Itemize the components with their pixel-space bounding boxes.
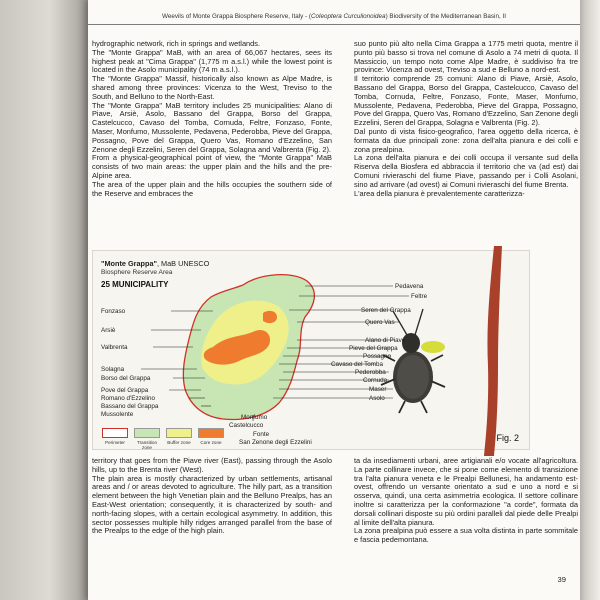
- legend-item-core: [197, 428, 225, 445]
- paragraph: The area of the upper plain and the hills occupies the southern side of the Reserve and embraces the: [92, 179, 332, 198]
- map-label: Maser: [369, 386, 387, 393]
- map-label: San Zenone degli Ezzelini: [239, 439, 312, 446]
- book-page-edge: [578, 0, 600, 600]
- legend-swatch: [198, 428, 224, 438]
- map-label: Cornuda: [363, 377, 388, 384]
- text-column-bottom-right: [354, 457, 578, 597]
- legend-label: Buffer zone: [167, 440, 191, 445]
- paragraph: L'area della pianura è prevalentemente caratterizza-: [354, 188, 525, 198]
- legend-label: Transition zone: [137, 440, 157, 450]
- text-column-top-left: [92, 40, 332, 245]
- text-column-bottom-left: [92, 457, 332, 597]
- paragraph: The "Monte Grappa" Massif, historically also known as Alpe Madre, is shared among three provinces: Vicenza to the West, Treviso to the South, and Belluno to the North-East.: [92, 74, 332, 101]
- paragraph: hydrographic network, rich in springs and wetlands.: [92, 40, 261, 48]
- map-label: Monfumo: [241, 414, 268, 421]
- plant-stem-photo: [480, 246, 504, 456]
- map-label: Cavaso del Tomba: [331, 361, 384, 368]
- map-label: Quero Vas: [365, 319, 395, 326]
- map-label: Mussolente: [101, 411, 134, 418]
- map-label: Romano d'Ezzelino: [101, 395, 156, 402]
- map-label: Feltre: [411, 293, 428, 300]
- paragraph: suo punto più alto nella Cima Grappa a 1775 metri quota, mentre il punto più basso si trova nel comune di Asolo a 74 metri di quota. Il Massiccio, un tempo noto come Alpe Madre, è suddiviso fra tre province: Vicenza ad ovest, Treviso a sud e Belluno a nord-est.: [354, 40, 578, 75]
- paragraph: La zona prealpina può essere a sua volta distinta in parte sommitale e fascia pedemontana.: [354, 526, 578, 545]
- legend-item-perimeter: [101, 428, 129, 445]
- paragraph: The plain area is mostly characterized by urban settlements, artisanal areas and / or areas devoted to agriculture. The hilly part, as a transition element between the high Venetian plain and the Belluno Prealps, has an East-West orientation; consequently, it is characterized by south- and north-facing slopes, with a certain ecological asymmetry. In addition, this sector possesses multiple hilly ridges arranged parallel from the base of the Prealps to the edge of the high plain.: [92, 473, 332, 536]
- legend-swatch: [134, 428, 160, 438]
- core-zone-small: [263, 311, 277, 323]
- paragraph: From a physical-geographical point of view, the "Monte Grappa" MaB consists of two main areas: the upper plain and the hills and the pre-Alpine area.: [92, 153, 332, 180]
- book-page: [88, 0, 580, 600]
- figure-subtitle: Biosphere Reserve Area: [101, 269, 173, 276]
- paragraph: Dal punto di vista fisico-geografico, l'area oggetto della ricerca, è formata da due principali zone: zona dell'alta pianura e dei colli e zona prealpina.: [354, 126, 578, 154]
- legend-swatch: [166, 428, 192, 438]
- map-label: Borso del Grappa: [101, 375, 151, 382]
- map-label: Fonte: [253, 431, 270, 438]
- paragraph: The "Monte Grappa" MaB territory includes 25 municipalities: Alano di Piave, Arsiè, Asolo, Bassano del Grappa, Borso del Grappa, Castelcucco, Cavaso del Tomba, Cornuda, Feltre, Fonzaso, Fonte, Maser, Monfumo, Mussolente, Pedavena, Pederobba, Pieve del Grappa, Possagno, Pove del Grappa, Quero Vas, Romano d'Ezzelino, San Zenone degli Ezzelini, Seren del Grappa, Solagna and Valbrenta (Fig. 2).: [92, 100, 332, 154]
- map-label: Castelcucco: [229, 422, 264, 429]
- legend-label: Core zone: [200, 440, 222, 445]
- legend-label: Perimeter: [105, 440, 125, 445]
- header-italic: Coleoptera Curculionoidea: [311, 13, 386, 20]
- map-label: Alano di Piave: [365, 337, 406, 344]
- map-label: Valbrenta: [101, 344, 128, 351]
- text-column-top-right: [354, 40, 578, 245]
- legend-item-transition: [133, 428, 161, 450]
- map-label: Solagna: [101, 366, 125, 373]
- paragraph: La zona dell'alta pianura e dei colli occupa il versante sud della Riserva della Biosfera ed abbraccia il territorio che va (ad est) dai Comuni rivieraschi del fiume Piave, passando per i Colli Asolani, sino ad arrivare (ad ovest) ai Comuni rivieraschi del fiume Brenta.: [354, 153, 578, 189]
- reserve-map: [93, 251, 529, 449]
- map-label: Seren del Grappa: [361, 307, 411, 314]
- figure-number: Fig. 2: [496, 433, 519, 443]
- running-header: [88, 10, 580, 25]
- book-spine-edge: [0, 0, 90, 600]
- paragraph: territory that goes from the Piave river (East), passing through the Asolo hills, up to the Brenta river (West).: [92, 457, 332, 474]
- page-number: 39: [557, 575, 566, 584]
- map-label: Asolo: [369, 395, 385, 402]
- map-label: Pieve del Grappa: [349, 345, 398, 352]
- figure-title-bold: "Monte Grappa": [101, 259, 157, 268]
- map-label: Arsiè: [101, 327, 116, 334]
- paragraph: Il territorio comprende 25 comuni: Alano di Piave, Arsiè, Asolo, Bassano del Grappa, Borso del Grappa, Castelcucco, Cavaso del Tomba, Cornuda, Feltre, Fonzaso, Fonte, Maser, Monfumo, Mussolente, Pedavena, Pederobba, Pieve del Grappa, Possagno, Pove del Grappa, Quero Vas, Romano d'Ezzelino, San Zenone degli Ezzelini, Seren del Grappa, Solagna e Valbrenta (Fig. 2).: [354, 74, 578, 128]
- figure-title-rest: , MaB UNESCO: [156, 259, 210, 268]
- figure-map: [92, 250, 530, 450]
- header-prefix: Weevils of Monte Grappa Biosphere Reserve, Italy - (: [162, 13, 311, 20]
- map-label: Pove del Grappa: [101, 387, 149, 394]
- map-label: Bassano del Grappa: [101, 403, 159, 410]
- header-suffix: ) Biodiversity of the Mediterranean Basin, II: [385, 13, 506, 20]
- map-label: Pedavena: [395, 283, 424, 290]
- map-label: Fonzaso: [101, 308, 126, 315]
- legend-item-buffer: [165, 428, 193, 445]
- map-label: Pederobba: [355, 369, 386, 376]
- map-label: Possagno: [363, 353, 392, 360]
- figure-municipality-heading: 25 MUNICIPALITY: [101, 280, 169, 289]
- paragraph: The "Monte Grappa" MaB, with an area of 66,067 hectares, sees its highest peak at "Cima Grappa" (1,775 m a.s.l.) while the lowest point is located in the Asolo municipality (74 m a.s.l.).: [92, 47, 332, 75]
- paragraph: ta da insediamenti urbani, aree artigianali e/o vocate all'agricoltura. La parte collinare invece, che si pone come elemento di transizione tra l'alta pianura veneta e le Prealpi Bellunesi, ha andamento est-ovest, offrendo un versante orientato a sud e uno a nord e si osserva, quindi, una certa asimmetria ecologica. Il settore collinare inoltre si caratterizza per la conformazione "a corde", formata da dorsali collinari disposte su più ordini paralleli dal piede delle Prealpi al limite dell'alta pianura.: [354, 457, 578, 527]
- legend-swatch: [102, 428, 128, 438]
